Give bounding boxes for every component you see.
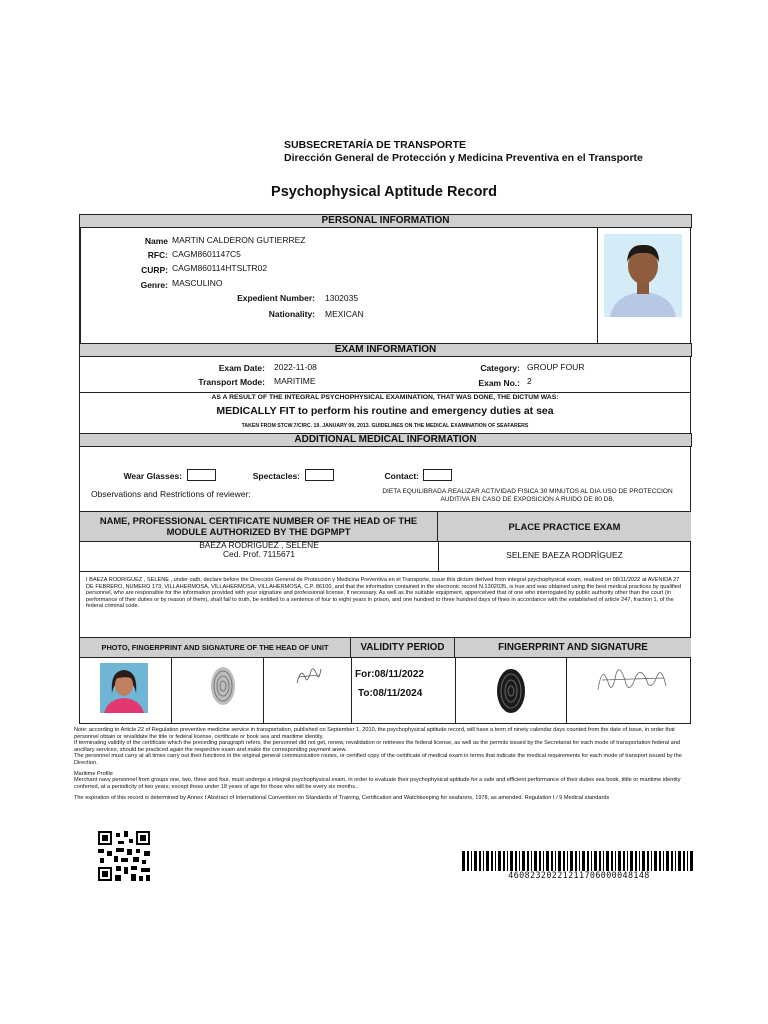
barcode-number: 46082320221211706000048148 — [508, 870, 650, 880]
note-terminating-validity: If terminating validity of the certificate which the preceding paragraph refers, the personnel did not get, renew, revalidation or retrieves the federal license, as well as the permits issued by the Secretariat for each mode of transportation federal and ancillary services, should be practiced again the respective exam and make the corresponding payment anew. — [74, 740, 681, 753]
qr-code-icon — [98, 831, 150, 881]
category-label: Category: — [480, 363, 520, 373]
head-unit-signature-icon — [293, 663, 323, 689]
observations-text: DIETA EQUILIBRADA.REALIZAR ACTIVIDAD FISICA 30 MINUTOS AL DIA.USO DE PROTECCION AUDITIVA EN CASO DE EXPOSICION A RUIDO DE 80 DB. — [382, 488, 673, 503]
directorate-name: Dirección General de Protección y Medicina Preventiva en el Transporte — [284, 152, 643, 164]
observations-label: Observations and Restrictions of reviewer: — [91, 489, 251, 499]
expedient-label: Expedient Number: — [237, 293, 315, 303]
head-name: BAEZA RODRIGUEZ , SELENE — [199, 540, 319, 550]
barcode-icon — [462, 851, 696, 871]
note-article-22: Note: according to Article 22 of Regulation preventive medicine service in transportation, published on September 1, 2010, the psychophysical aptitude record, will have a term of ninety calendar days counted from the date of issue, in order that personnel obtain or revalidate the title or federal license, certificate or book sea and maritime identity. — [74, 727, 675, 740]
curp-label: CURP: — [141, 265, 168, 275]
sworn-declaration: I BAEZA RODRIGUEZ , SELENE , under oath, declare before the Dirección General de Protección y Medicina Preventiva en el Transporte, issue this dictum derived from integral psychophysical exam, realized on 08/11/2022 at AVENIDA 27 DE FEBRERO, NUMERO 173, VILLAHERMOSA, VILLAHERMOSA, VILLAHERMOSA, C.P. 86100, and that the information contained in the electronic record N.1302035, is true and was obtained using the best medical practices by qualified personnel, who are responsible for the information provided with your signature and professional license, if necessary. As well as the suitable equipment, apperceived that of one who interrogated by public authority other than the court (in performance of their duties or by reason of them), shall fail to truth, be entitled to a sentence of four to eight years in prison, and one hundred to three hundred days of fines in accordance with the established of article 247, fraction 1, of the federal criminal code. — [86, 577, 681, 610]
rfc-value: CAGM8601147C5 — [172, 249, 241, 259]
agency-header — [284, 139, 643, 165]
validity-period-header: VALIDITY PERIOD — [351, 638, 455, 657]
head-module-header: NAME, PROFESSIONAL CERTIFICATE NUMBER OF THE HEAD OF THE MODULE AUTHORIZED BY THE DGPMPT — [80, 512, 438, 541]
fingerprint-signature-header: FINGERPRINT AND SIGNATURE — [455, 638, 691, 657]
spectacles-label: Spectacles: — [252, 471, 300, 481]
agency-name: SUBSECRETARÍA DE TRANSPORTE — [284, 139, 467, 151]
medical-section-title: ADDITIONAL MEDICAL INFORMATION — [79, 433, 692, 447]
stcw-reference: TAKEN FROM STCW.7/CIRC. 19. JANUARY 09, 2013. GUIDELINES ON THE MEDICAL EXAMINATION OF SEAFARERS — [241, 423, 529, 429]
nationality-value: MEXICAN — [325, 309, 364, 319]
exam-date-value: 2022-11-08 — [274, 362, 317, 372]
place-exam-header: PLACE PRACTICE EXAM — [438, 512, 691, 541]
genre-label: Genre: — [140, 280, 168, 290]
rfc-label: RFC: — [147, 250, 168, 260]
spectacles-checkbox — [305, 469, 334, 481]
head-unit-fingerprint-icon — [208, 664, 238, 708]
head-unit-header: PHOTO, FINGERPRINT AND SIGNATURE OF THE HEAD OF UNIT — [80, 638, 351, 657]
contact-checkbox — [423, 469, 452, 481]
notes-block — [74, 727, 694, 802]
result-intro: AS A RESULT OF THE INTEGRAL PSYCHOPHYSICAL EXAMINATION, THAT WAS DONE, THE DICTUM WAS: — [211, 394, 559, 401]
transport-mode-label: Transport Mode: — [198, 377, 265, 387]
wear-glasses-checkbox — [187, 469, 216, 481]
head-unit-photo — [100, 663, 148, 713]
genre-value: MASCULINO — [172, 278, 223, 288]
head-certificate: Ced. Prof. 7115671 — [222, 549, 295, 559]
applicant-photo — [604, 234, 682, 317]
transport-mode-value: MARITIME — [274, 376, 316, 386]
validity-from: For:08/11/2022 — [355, 669, 424, 680]
name-value: MARTIN CALDERON GUTIERREZ — [172, 235, 306, 245]
head-credentials — [80, 541, 438, 559]
applicant-signature-icon — [592, 660, 670, 700]
curp-value: CAGM860114HTSLTR02 — [172, 263, 268, 273]
applicant-fingerprint-icon — [494, 666, 528, 716]
medical-dictum: MEDICALLY FIT to perform his routine and emergency duties at sea — [216, 405, 554, 417]
name-label: Name — [144, 236, 168, 246]
exam-number-label: Exam No.: — [478, 378, 520, 388]
maritime-profile-title: Maritime Profile — [74, 770, 113, 777]
expiration-note: The expiration of this record is determined by Annex I Abstract of International Convention on Standards of Training, Certification and Watchkeeping for seafarers, 1978, as amended. Regulation I / 9 Medical standards — [74, 795, 610, 802]
exam-number-value: 2 — [527, 376, 532, 386]
note-carry-certificate: The personnel must carry at all times carry out their functions in the original general communication routes, or certified copy of the certificate of medical exam in terms that indicate the medical requirements for each mode of transport issued by the Direction. — [74, 753, 682, 766]
expedient-value: 1302035 — [325, 293, 359, 303]
nationality-label: Nationality: — [268, 309, 315, 319]
maritime-profile-text: Merchant navy personnel from groups one, two, three and four, must undergo a integral psychophysical exam, in order to evaluate their psychophysical aptitude for a safe and efficient performance of their duties sea book, tittle or maritime identity conferred, at a periodicity of two years; except those under 18 years of age for those who will be every six months.. — [74, 777, 681, 790]
exam-section-title: EXAM INFORMATION — [79, 343, 692, 357]
person-photo-icon — [100, 663, 148, 713]
category-value: GROUP FOUR — [527, 362, 585, 372]
contact-label: Contact: — [384, 471, 419, 481]
exam-date-label: Exam Date: — [218, 363, 265, 373]
document-title: Psychophysical Aptitude Record — [271, 184, 497, 200]
person-photo-icon — [604, 234, 682, 317]
place-exam-value: SELENE BAEZA RODRÍGUEZ — [506, 550, 623, 560]
personal-section-title: PERSONAL INFORMATION — [79, 214, 692, 228]
wear-glasses-label: Wear Glasses: — [123, 471, 182, 481]
validity-to: To:08/11/2024 — [358, 688, 423, 699]
